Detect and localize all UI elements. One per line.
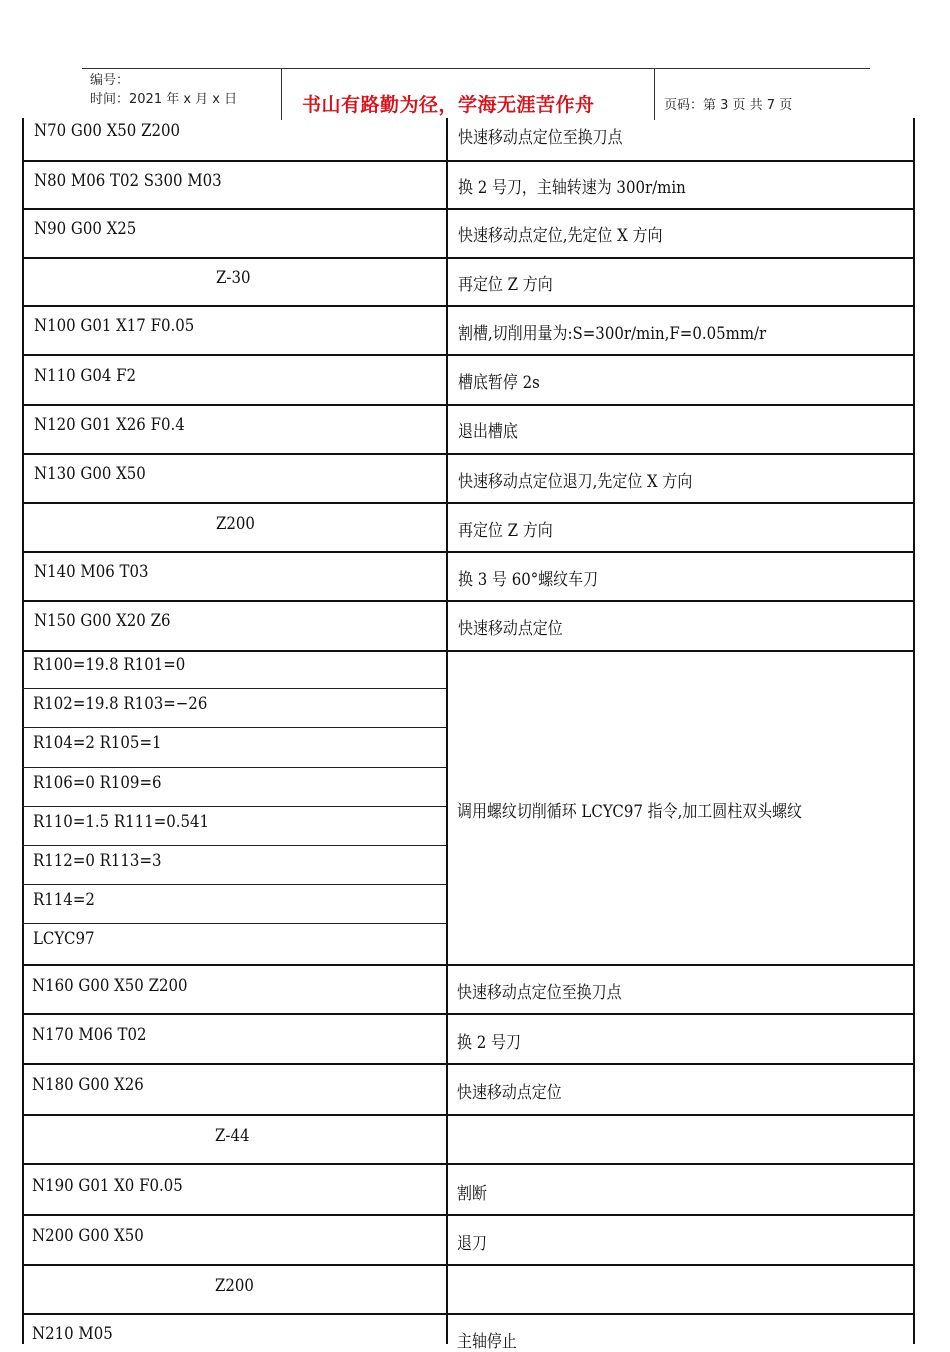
code-cell: Z200 [216, 514, 255, 534]
cycle-code: R114=2 [33, 890, 95, 910]
sub-row-border [22, 884, 446, 885]
row-border [22, 257, 915, 259]
desc-cell: 换 2 号刀，主轴转速为 300r/min [458, 178, 686, 198]
date-label: 时间：2021 年 x 月 x 日 [90, 92, 238, 107]
desc-cell: 主轴停止 [457, 1332, 517, 1352]
desc-cell: 割断 [457, 1184, 487, 1204]
page-info: 页码：第 3 页 共 7 页 [664, 98, 793, 113]
header-divider [281, 68, 282, 120]
row-border [22, 404, 915, 406]
row-border [22, 964, 915, 966]
column-divider [446, 118, 448, 1344]
cycle-code: R100=19.8 R101=0 [33, 655, 186, 675]
sub-row-border [22, 806, 446, 807]
row-border [22, 502, 915, 504]
desc-cell: 换 3 号 60°螺纹车刀 [458, 570, 599, 590]
sub-row-border [22, 923, 446, 924]
cycle-desc: 调用螺纹切削循环 LCYC97 指令,加工圆柱双头螺纹 [457, 802, 803, 822]
code-cell: N210 M05 [32, 1324, 113, 1344]
desc-cell: 再定位 Z 方向 [458, 275, 553, 295]
code-cell: N200 G00 X50 [32, 1226, 144, 1246]
desc-cell: 快速移动点定位至换刀点 [457, 983, 622, 1003]
cycle-code: R102=19.8 R103=−26 [33, 694, 208, 714]
code-cell: N190 G01 X0 F0.05 [32, 1176, 183, 1196]
page-header [0, 0, 950, 120]
program-table [22, 118, 915, 1344]
desc-cell: 再定位 Z 方向 [458, 521, 553, 541]
row-border [22, 650, 915, 652]
code-cell: N120 G01 X26 F0.4 [34, 415, 185, 435]
code-cell: Z-30 [216, 268, 251, 288]
row-border [22, 354, 915, 356]
code-cell: N90 G00 X25 [34, 219, 137, 239]
code-cell: N160 G00 X50 Z200 [32, 976, 188, 996]
code-cell: N180 G00 X26 [32, 1075, 144, 1095]
desc-cell: 割槽,切削用量为:S=300r/min,F=0.05mm/r [458, 324, 767, 344]
row-border [22, 1214, 915, 1216]
desc-cell: 快速移动点定位退刀,先定位 X 方向 [458, 472, 693, 492]
cycle-code: R104=2 R105=1 [33, 733, 162, 753]
cycle-code: R106=0 R109=6 [33, 773, 162, 793]
row-border [22, 453, 915, 455]
code-cell: N140 M06 T03 [34, 562, 149, 582]
sub-row-border [22, 688, 446, 689]
code-cell: N110 G04 F2 [34, 366, 137, 386]
cycle-code: LCYC97 [33, 929, 95, 949]
header-rule [82, 68, 870, 69]
row-border [22, 305, 915, 307]
row-border [22, 600, 915, 602]
code-cell: N100 G01 X17 F0.05 [34, 316, 195, 336]
row-border [22, 1013, 915, 1015]
code-cell: N80 M06 T02 S300 M03 [34, 171, 222, 191]
cycle-code: R112=0 R113=3 [33, 851, 162, 871]
motto-text: 书山有路勤为径，学海无涯苦作舟 [302, 94, 595, 116]
code-cell: N130 G00 X50 [34, 464, 146, 484]
desc-cell: 快速移动点定位 [458, 619, 563, 639]
row-border [22, 208, 915, 210]
desc-cell: 快速移动点定位至换刀点 [458, 128, 623, 148]
desc-cell: 槽底暂停 2s [458, 373, 540, 393]
code-cell: Z-44 [215, 1126, 250, 1146]
header-divider [654, 68, 655, 120]
row-border [22, 1114, 915, 1116]
row-border [22, 160, 915, 162]
code-cell: Z200 [215, 1276, 254, 1296]
row-border [22, 1264, 915, 1266]
desc-cell: 换 2 号刀 [457, 1033, 521, 1053]
row-border [22, 551, 915, 553]
desc-cell: 退出槽底 [458, 422, 518, 442]
row-border [22, 1163, 915, 1165]
cycle-code: R110=1.5 R111=0.541 [33, 812, 210, 832]
code-cell: N70 G00 X50 Z200 [34, 121, 181, 141]
serial-label: 编号： [90, 73, 130, 88]
code-cell: N150 G00 X20 Z6 [34, 611, 171, 631]
desc-cell: 退刀 [457, 1234, 487, 1254]
sub-row-border [22, 767, 446, 768]
sub-row-border [22, 845, 446, 846]
desc-cell: 快速移动点定位,先定位 X 方向 [458, 226, 663, 246]
row-border [22, 1063, 915, 1065]
code-cell: N170 M06 T02 [32, 1025, 147, 1045]
desc-cell: 快速移动点定位 [457, 1083, 562, 1103]
sub-row-border [22, 727, 446, 728]
row-border [22, 1313, 915, 1315]
